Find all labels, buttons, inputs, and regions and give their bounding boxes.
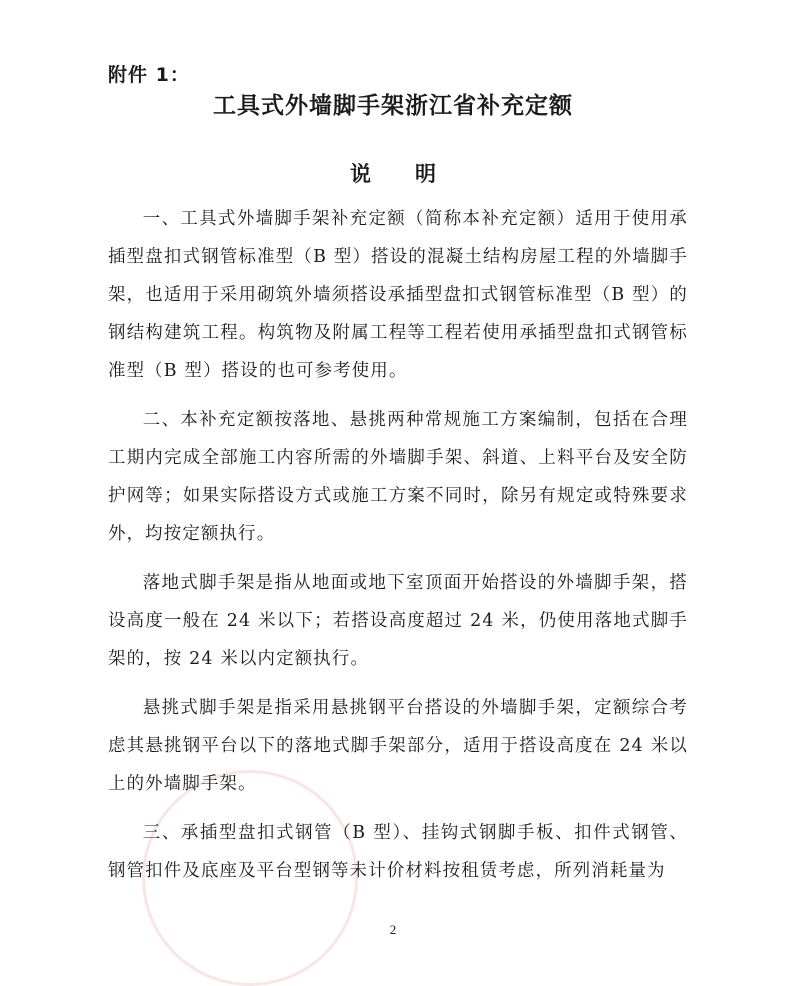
body-text [108,200,688,901]
paragraph: 一、工具式外墙脚手架补充定额（简称本补充定额）适用于使用承插型盘扣式钢管标准型（B 型）搭设的混凝土结构房屋工程的外墙脚手架，也适用于采用砌筑外墙须搭设承插型盘扣式钢管标准型（B 型）的钢结构建筑工程。构筑物及附属工程等工程若使用承插型盘扣式钢管标准型（B 型）搭设的也可参考使用。 [108,209,688,381]
paragraph: 二、本补充定额按落地、悬挑两种常规施工方案编制，包括在合理工期内完成全部施工内容所需的外墙脚手架、斜道、上料平台及安全防护网等；如果实际搭设方式或施工方案不同时，除另有规定或特殊要求外，均按定额执行。 [108,410,688,544]
paragraph: 悬挑式脚手架是指采用悬挑钢平台搭设的外墙脚手架，定额综合考虑其悬挑钢平台以下的落地式脚手架部分，适用于搭设高度在 24 米以上的外墙脚手架。 [108,698,688,794]
attachment-label: 附件 1： [108,64,190,86]
document-title: 工具式外墙脚手架浙江省补充定额 [213,92,573,119]
page-number: 2 [389,922,397,937]
section-heading: 说明 [350,161,480,186]
paragraph: 三、承插型盘扣式钢管（B 型）、挂钩式钢脚手板、扣件式钢管、钢管扣件及底座及平台型钢等未计价材料按租赁考虑，所列消耗量为 [108,823,688,881]
paragraph: 落地式脚手架是指从地面或地下室顶面开始搭设的外墙脚手架，搭设高度一般在 24 米以下；若搭设高度超过 24 米，仍使用落地式脚手架的，按 24 米以内定额执行。 [108,573,688,669]
